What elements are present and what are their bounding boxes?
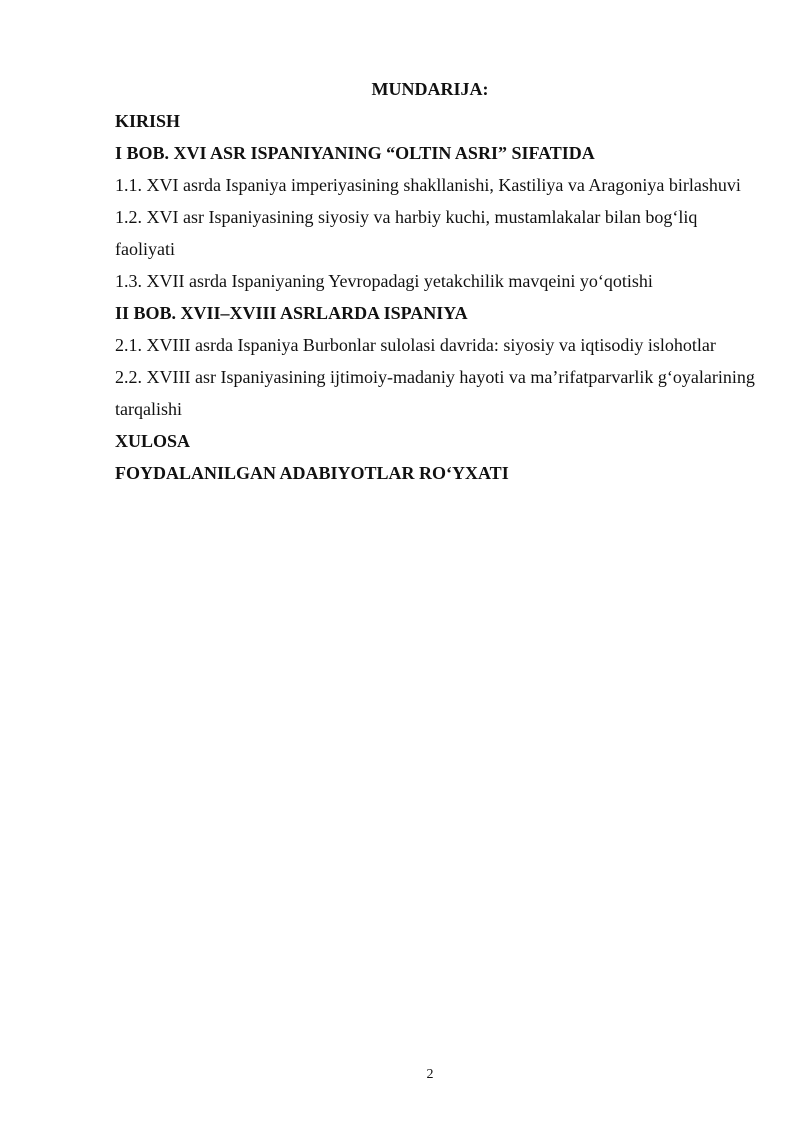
page-number: 2 [426,1067,434,1082]
toc-entry-conclusion: XULOSA [115,431,191,451]
toc-entry-chapter-2: II BOB. XVII–XVIII ASRLARDA ISPANIYA [115,303,468,323]
toc-entry-introduction: KIRISH [115,111,181,131]
toc-title: MUNDARIJA: [371,79,489,99]
toc-list [115,105,755,489]
toc-entry-bibliography: FOYDALANILGAN ADABIYOTLAR RO‘YXATI [115,463,509,483]
toc-entry-section-2-2: 2.2. XVIII asr Ispaniyasining ijtimoiy-madaniy hayoti va ma’rifatparvarlik g‘oyalarining tarqalishi [115,367,755,419]
toc-entry-section-1-2: 1.2. XVI asr Ispaniyasining siyosiy va harbiy kuchi, mustamlakalar bilan bog‘liq faoliyati [115,207,698,259]
toc-entry-section-1-3: 1.3. XVII asrda Ispaniyaning Yevropadagi yetakchilik mavqeini yo‘qotishi [115,271,653,291]
toc-entry-section-2-1: 2.1. XVIII asrda Ispaniya Burbonlar sulolasi davrida: siyosiy va iqtisodiy islohotlar [115,335,716,355]
toc-entry-section-1-1: 1.1. XVI asrda Ispaniya imperiyasining shakllanishi, Kastiliya va Aragoniya birlashuvi [115,175,741,195]
table-of-contents [115,73,755,489]
toc-entry-chapter-1: I BOB. XVI ASR ISPANIYANING “OLTIN ASRI” SIFATIDA [115,143,595,163]
